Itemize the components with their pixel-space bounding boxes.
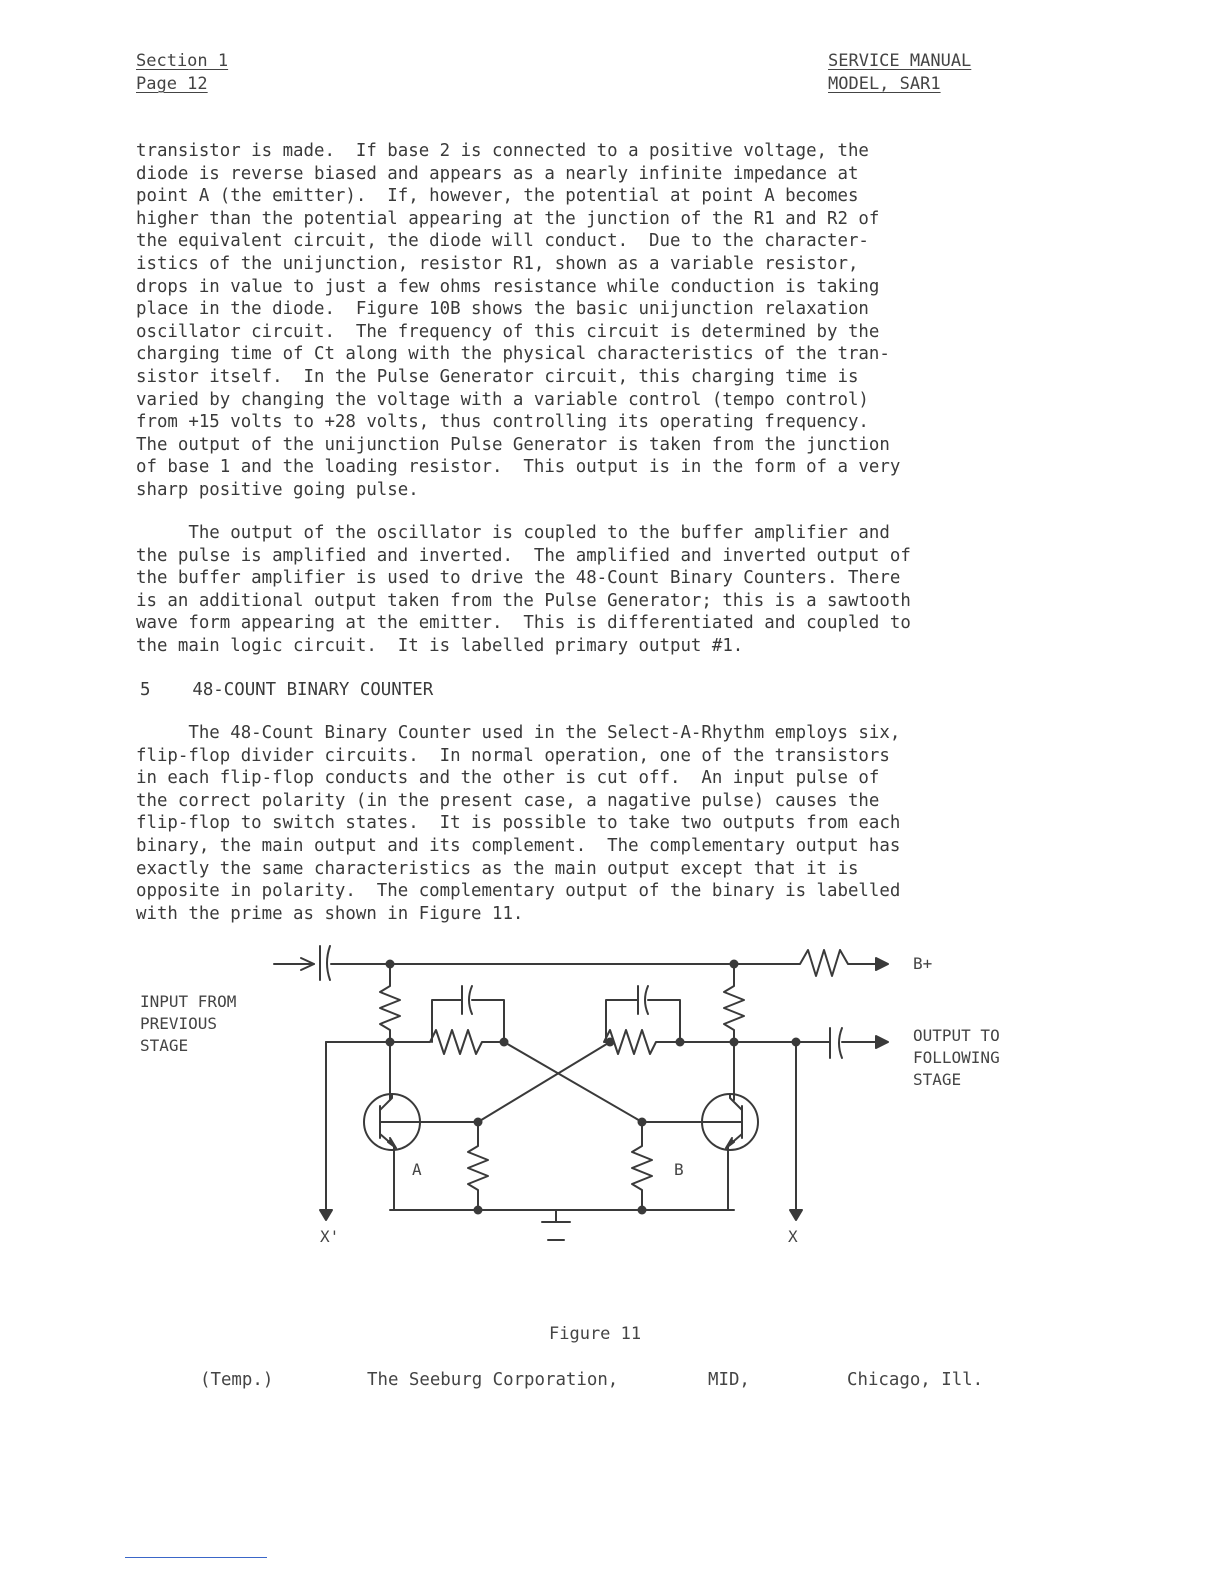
left-coupling-capacitor <box>432 986 504 1042</box>
transistor-a-label: A <box>412 1160 422 1179</box>
paragraph-binary-counter: The 48-Count Binary Counter used in the Select-A-Rhythm employs six, flip-flop divider circuits. In normal operation, one of the transistors in each flip-flop conducts and the other is cut off. An input pulse of the correct polarity (in the present case, a nagative pulse) causes the flip-flop to switch states. It is possible to take two outputs from each binary, the main output and its complement. The complementary output has exactly the same characteristics as the main output except that it is opposite in polarity. The complementary output of the binary is labelled with the prime as shown in Figure 11. <box>136 723 901 924</box>
left-collector-resistor <box>380 964 400 1042</box>
section-heading: 5 48-COUNT BINARY COUNTER <box>140 680 434 700</box>
output-arrow-icon <box>876 1036 888 1048</box>
output-label: OUTPUT TO FOLLOWING STAGE <box>913 1026 1000 1089</box>
x-prime-label: X' <box>320 1227 340 1246</box>
x-prime-arrow-icon <box>320 1210 332 1220</box>
left-coupling-resistor <box>390 1030 504 1054</box>
manual-title: SERVICE MANUAL <box>828 51 972 71</box>
right-collector-resistor <box>724 964 744 1042</box>
supply-rail <box>390 950 880 976</box>
footer-division: MID, <box>708 1370 750 1390</box>
model-label: MODEL, SAR1 <box>828 74 941 94</box>
footer-location: Chicago, Ill. <box>847 1370 984 1390</box>
b-plus-arrow-icon <box>876 958 888 970</box>
right-coupling-resistor <box>604 1030 734 1054</box>
page-number: Page 12 <box>136 74 208 94</box>
paragraph-unijunction: transistor is made. If base 2 is connected to a positive voltage, the diode is reverse biased and appears as a nearly infinite impedance at point A (the emitter). If, however, the potential at point A becomes higher than the potential appearing at the junction of the R1 and R2 of the equivalent circuit, the diode will conduct. Due to the character- istics of the unijunction, resistor R1, shown as a variable resistor, drops in value to just a few ohms resistance while conduction is taking place in the diode. Figure 10B shows the basic unijunction relaxation oscillator circuit. The frequency of this circuit is determined by the charging time of Ct along with the physical characteristics of the tran- sistor itself. In the Pulse Generator circuit, this charging time is varied by changing the voltage with a variable control (tempo control) from +15 volts to +28 volts, thus controlling its operating frequency. The output of the unijunction Pulse Generator is taken from the junction of base 1 and the loading resistor. This output is in the form of a very sharp positive going pulse. <box>136 141 901 500</box>
figure-caption: Figure 11 <box>549 1324 642 1344</box>
paragraph-buffer-amplifier: The output of the oscillator is coupled to the buffer amplifier and the pulse is amplified and inverted. The amplified and inverted output of the buffer amplifier is used to drive the 48-Count Binary Counters. There is an additional output taken from the Pulse Generator; this is a sawtooth wave form appearing at the emitter. This is differentiated and coupled to the main logic circuit. It is labelled primary output #1. <box>136 523 911 656</box>
section-label: Section 1 <box>136 51 229 71</box>
x-arrow-icon <box>790 1210 802 1220</box>
right-base-resistor <box>632 1122 652 1210</box>
footnote-rule <box>125 1557 267 1558</box>
supply-label: B+ <box>913 954 933 973</box>
left-base-resistor <box>468 1122 488 1210</box>
footer-company: The Seeburg Corporation, <box>367 1370 619 1390</box>
x-label: X <box>788 1227 798 1246</box>
output-coupling-capacitor <box>830 1028 880 1058</box>
transistor-b-label: B <box>674 1160 684 1179</box>
input-label: INPUT FROM PREVIOUS STAGE <box>140 992 237 1055</box>
footer-note: (Temp.) <box>200 1370 274 1390</box>
ground-icon <box>542 1210 570 1240</box>
